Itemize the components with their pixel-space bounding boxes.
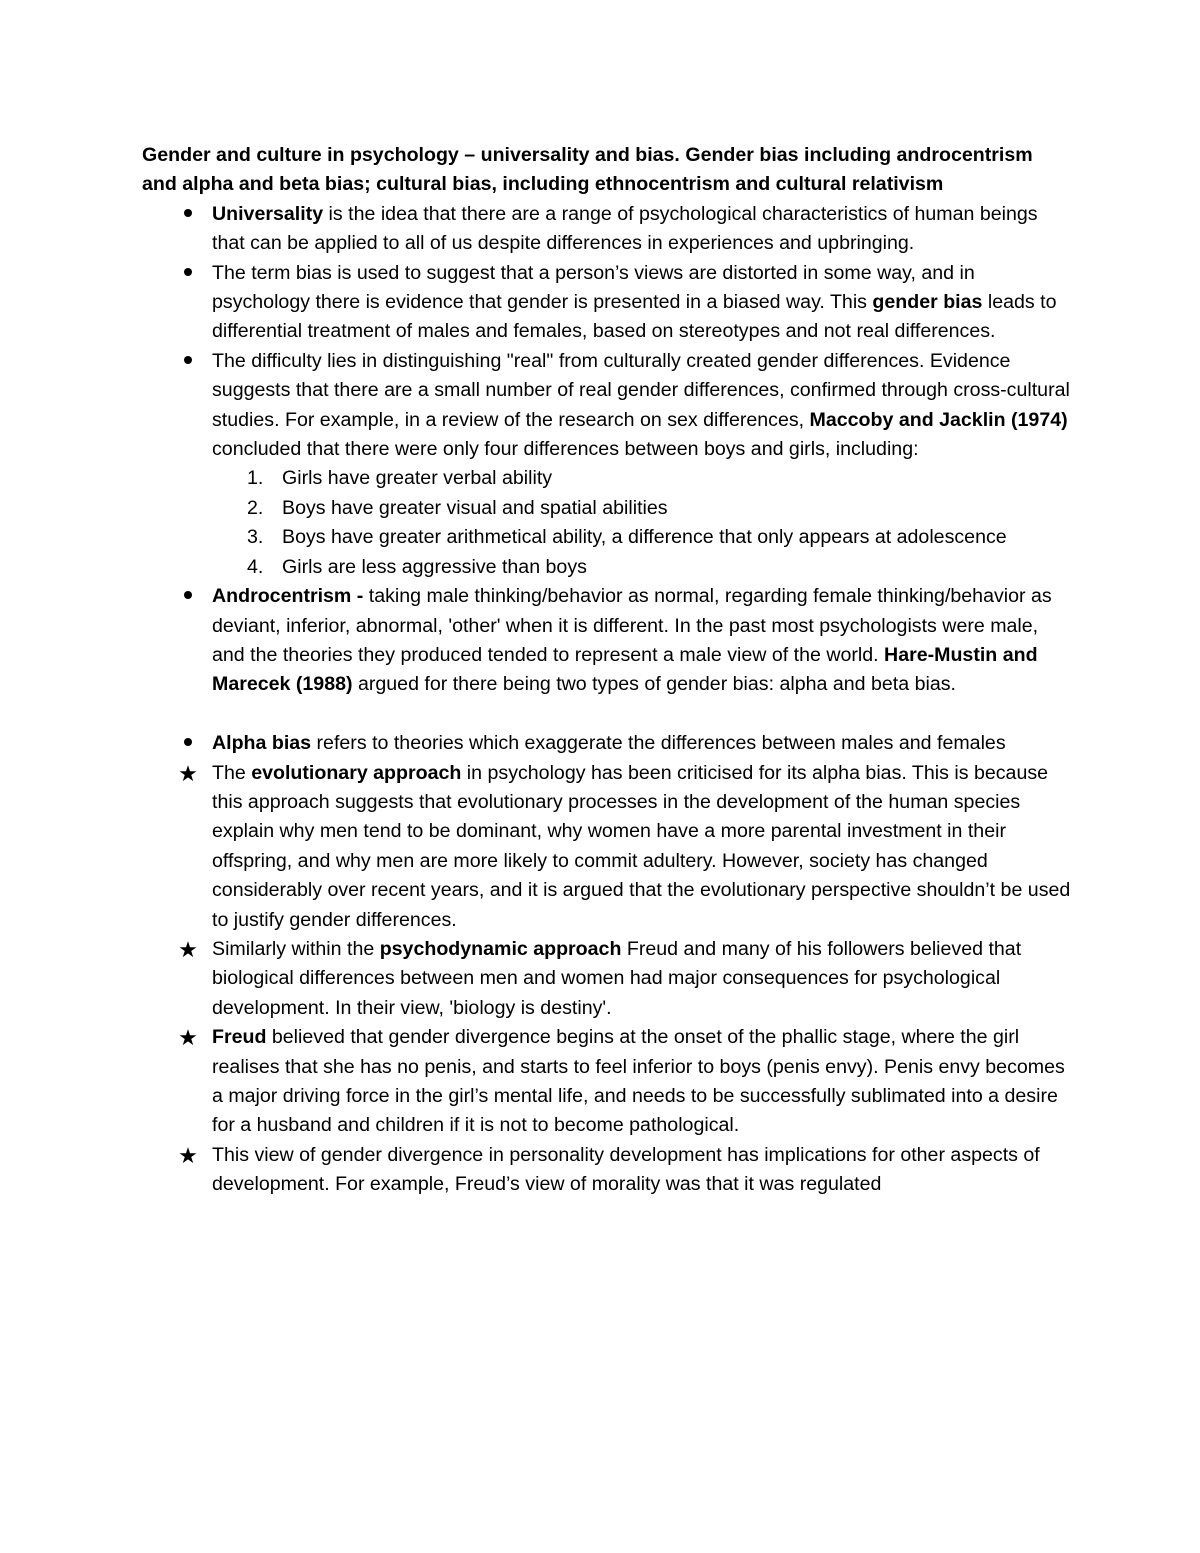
list-item-universality [142, 200, 1072, 259]
bullet-dot-icon [176, 200, 200, 229]
sub-item [212, 494, 1072, 523]
sub-item-text: Boys have greater visual and spatial abilities [282, 496, 668, 519]
list-item-evolutionary [142, 759, 1072, 935]
differences-list [212, 464, 1072, 582]
item-text: leads to differential treatment of males and females, based on stereotypes and not real differences. [212, 291, 1057, 343]
black-star-icon: ★ [178, 936, 198, 962]
item-text: in psychology has been criticised for its alpha bias. This is because this approach suggests that evolutionary processes in the development of the human species explain why men tend to be dominant, why women have a more parental investment in their offspring, and why men are more likely to commit adultery. However, society has changed considerably over recent years, and it is argued that the evolutionary perspective shouldn’t be used to justify gender differences. [212, 761, 1071, 931]
document-heading: Gender and culture in psychology – universality and bias. Gender bias including androcentrism and alpha and beta bias; cultural bias, including ethnocentrism and cultural relativism [142, 144, 1033, 196]
term-freud: Freud [212, 1026, 267, 1049]
sub-item-number: 1. [247, 467, 264, 490]
term-gender-bias: gender bias [872, 291, 983, 314]
sub-item [212, 523, 1072, 552]
term-psychodynamic-approach: psychodynamic approach [379, 937, 622, 960]
term-alpha-bias: Alpha bias [212, 732, 312, 755]
term-evolutionary-approach: evolutionary approach [251, 761, 462, 784]
item-text: argued for there being two types of gender bias: alpha and beta bias. [352, 673, 956, 696]
bullet-dot-icon [176, 259, 200, 288]
item-text: refers to theories which exaggerate the differences between males and females [311, 732, 1006, 755]
item-text: concluded that there were only four differences between boys and girls, including: [212, 438, 919, 461]
sub-item-number: 3. [247, 526, 264, 549]
item-text: The term bias is used to suggest that a person’s views are distorted in some way, and in psychology there is evidence that gender is presented in a biased way. This [212, 261, 975, 314]
list-item-psychodynamic [142, 935, 1072, 1023]
black-star-icon: ★ [178, 1025, 198, 1051]
item-text: is the idea that there are a range of psychological characteristics of human beings that can be applied to all of us despite differences in experiences and upbringing. [212, 202, 1038, 255]
list-item-difficulty [142, 347, 1072, 582]
document-page [142, 141, 1072, 1200]
notes-list [142, 200, 1072, 1200]
bullet-dot-icon [176, 347, 200, 376]
list-item-freud [142, 1023, 1072, 1141]
item-text: The difficulty lies in distinguishing "real" from culturally created gender differences. Evidence suggests that there are a small number of real gender differences, confirmed through cross-cultural studies. For example, in a review of the research on sex differences, [212, 349, 1070, 431]
list-item-divergence [142, 1141, 1072, 1200]
sub-item-text: Boys have greater arithmetical ability, a difference that only appears at adolescence [282, 526, 1007, 549]
sub-item-number: 2. [247, 496, 264, 519]
item-text: Similarly within the [212, 937, 380, 960]
term-androcentrism: Androcentrism - [212, 585, 369, 608]
sub-item-text: Girls are less aggressive than boys [282, 555, 587, 578]
citation-maccoby-jacklin: Maccoby and Jacklin (1974) [809, 408, 1068, 431]
item-text: taking male thinking/behavior as normal, regarding female thinking/behavior as deviant, inferior, abnormal, 'other' when it is different. In the past most psychologists were male, and the theories they produced tended to represent a male view of the world. [212, 585, 1052, 666]
sub-item [212, 553, 1072, 582]
sub-item [212, 464, 1072, 493]
bullet-dot-icon [176, 729, 200, 758]
item-text: Freud and many of his followers believed that biological differences between men and women had major consequences for psychological development. In their view, 'biology is destiny'. [212, 937, 1022, 1019]
black-star-icon: ★ [178, 760, 198, 786]
citation-hare-mustin-marecek: Hare-Mustin and Marecek (1988) [212, 643, 1038, 696]
item-text: believed that gender divergence begins at the onset of the phallic stage, where the girl realises that she has no penis, and starts to feel inferior to boys (penis envy). Penis envy becomes a major driving force in the girl’s mental life, and needs to be successfully sublimated into a desire for a husband and children if it is not to become pathological. [212, 1026, 1065, 1137]
term-universality: Universality [212, 202, 324, 225]
sub-item-text: Girls have greater verbal ability [282, 467, 553, 490]
black-star-icon: ★ [178, 1142, 198, 1168]
bullet-dot-icon [176, 582, 200, 611]
list-item-alpha-bias [142, 729, 1072, 758]
item-text: This view of gender divergence in personality development has implications for other aspects of development. For example, Freud’s view of morality was that it was regulated [212, 1143, 1040, 1196]
list-item-androcentrism [142, 582, 1072, 700]
item-text: The [212, 761, 252, 784]
list-item-bias [142, 259, 1072, 347]
sub-item-number: 4. [247, 555, 264, 578]
